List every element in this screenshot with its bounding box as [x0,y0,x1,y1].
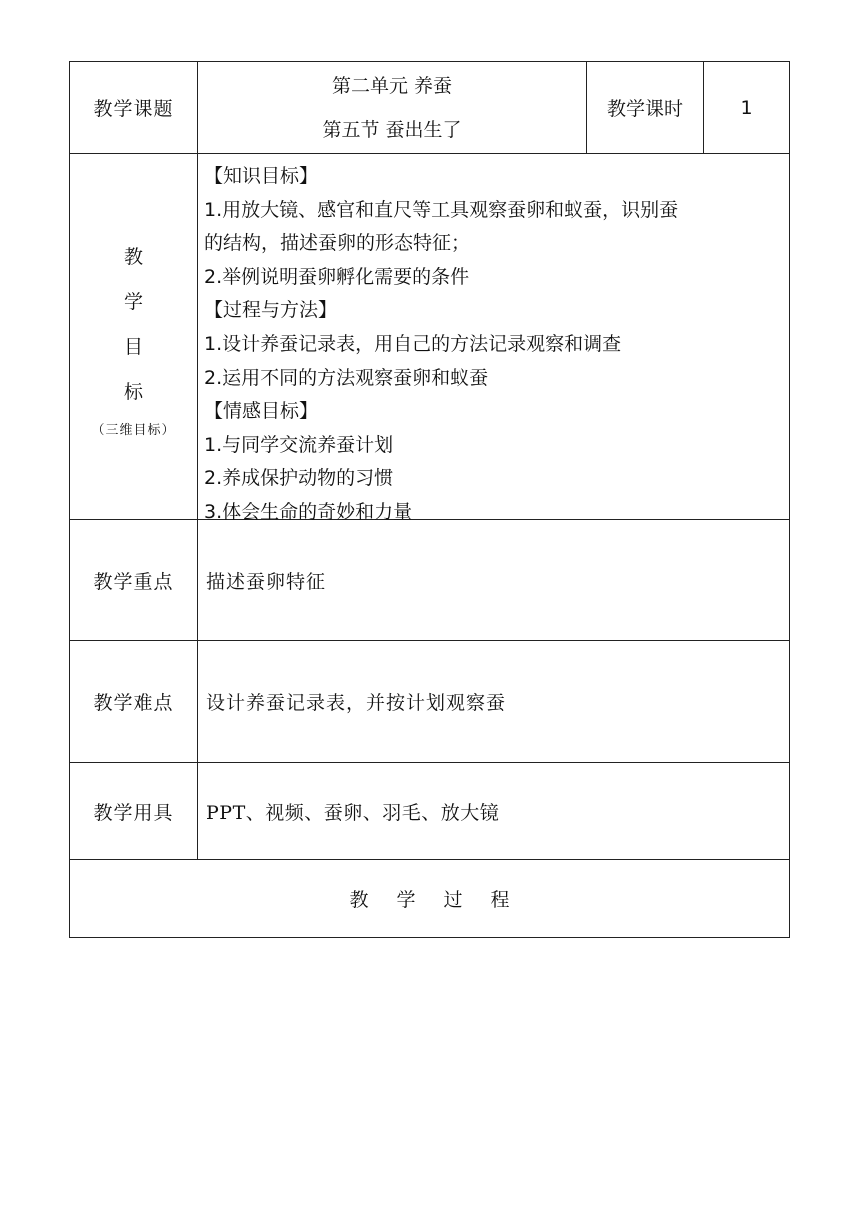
objective-line: 【情感目标】 [204,400,319,423]
lesson-title-cell [198,62,587,154]
lesson-plan-table [69,61,790,938]
objective-line: 的结构，描述蚕卵的形态特征； [204,232,471,255]
objective-line: 2.运用不同的方法观察蚕卵和蚁蚕 [204,366,489,389]
objectives-label-sub: （三维目标） [91,423,176,438]
objectives-content [198,154,790,523]
objectives-label [70,154,198,520]
hours-value: 1 [704,62,790,154]
objective-line: 3.体会生命的奇妙和力量 [204,500,413,523]
objective-line: 【过程与方法】 [204,299,338,322]
objective-line: 1.设计养蚕记录表，用自己的方法记录观察和调查 [204,332,622,355]
tools-value: PPT、视频、蚕卵、羽毛、放大镜 [198,763,790,860]
objectives-label-char: 目 [123,336,143,358]
process-heading: 教学过程 [70,860,790,938]
lesson-title: 第五节 蚕出生了 [322,118,462,141]
objectives-label-char: 教 [123,246,143,268]
tools-label: 教学用具 [70,763,198,860]
objective-line: 2.养成保护动物的习惯 [204,467,394,490]
unit-title: 第二单元 养蚕 [331,74,453,97]
difficulty-value: 设计养蚕记录表，并按计划观察蚕 [198,641,790,763]
hours-label: 教学课时 [587,62,704,154]
objective-line: 1.用放大镜、感官和直尺等工具观察蚕卵和蚁蚕，识别蚕 [204,198,679,221]
difficulty-label: 教学难点 [70,641,198,763]
topic-label: 教学课题 [70,62,198,154]
objectives-label-char: 学 [123,291,143,313]
objective-line: 1.与同学交流养蚕计划 [204,433,394,456]
objectives-label-char: 标 [123,381,143,403]
key-point-value: 描述蚕卵特征 [198,520,790,641]
objective-line: 【知识目标】 [204,165,319,187]
key-point-label: 教学重点 [70,520,198,641]
objective-line: 2.举例说明蚕卵孵化需要的条件 [204,265,470,288]
